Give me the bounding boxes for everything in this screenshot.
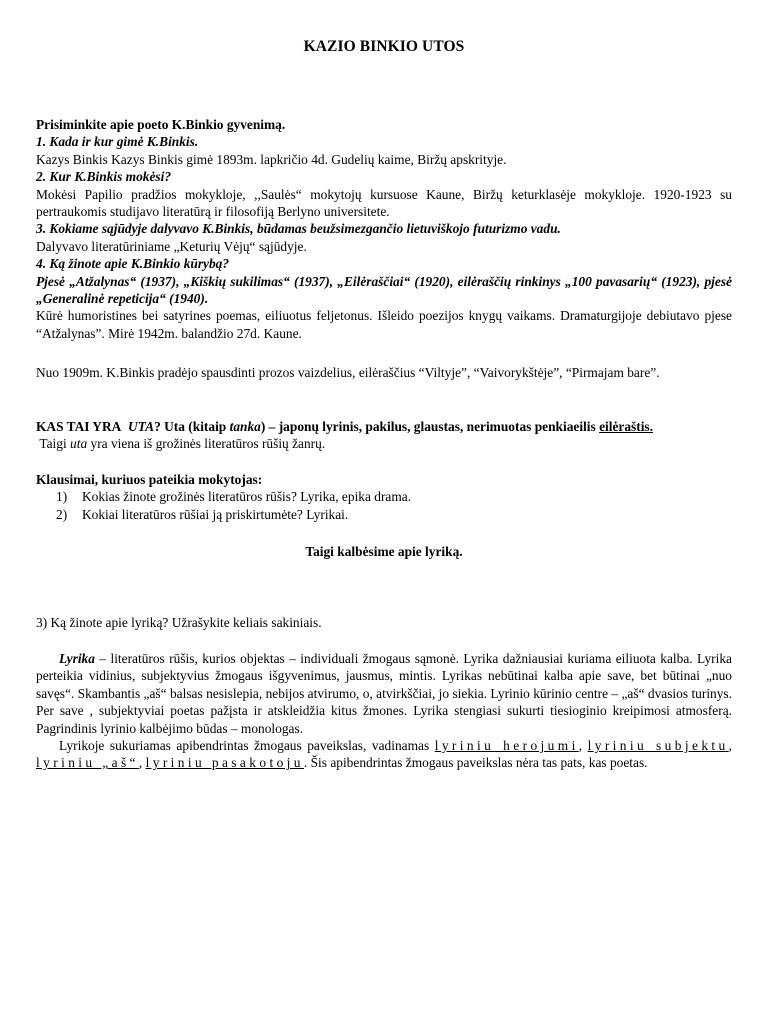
uta-def-a: ? Uta (kitaip (154, 419, 227, 434)
question-2: 2. Kur K.Binkis mokėsi? (36, 169, 172, 185)
term-lyrinis-as: lyriniu „aš“ (36, 755, 139, 771)
lyric-p2-a: Lyrikoje sukuriamas apibendrintas žmogaus paveikslas, vadinamas (59, 738, 430, 754)
early-publications (36, 364, 732, 381)
uta-def-b: ) – japonų lyrinis, pakilus, glaustas, nerimuotas penkiaeilis (260, 419, 596, 434)
biography-section (36, 116, 732, 342)
uta-line2-a: Taigi (39, 436, 67, 452)
task-text: 3) Ką žinote apie lyriką? Užrašykite keliais sakiniais. (36, 615, 322, 630)
lyric-p1-text: – literatūros rūšis, kurios objektas – individuali žmogaus sąmonė. Lyrika dažniausiai kuriama eiliuota kalba. Lyrika perteikia vidinius, subjektyvius žmogaus išgyvenimus, jausmus, mintis. Lyrikas nebūtinai kalba apie save, bet būtinai „nuo savęs“. Skambantis „aš“ balsas nesislepia, nebijos atvirumo, o, atvirkščiai, jo siekia. Lyrinio kūrinio centre – „aš“ dvasios turinys. Per save , subjektyviai poetas pažįsta ir atskleidžia kitus žmones. Lyrika stengiasi sukurti tiesioginio kreipimosi atmosferą. Pagrindinis lyrinio kalbėjimo būdas – monologas. (36, 651, 732, 736)
questions-heading: Klausimai, kuriuos pateikia mokytojas: (36, 472, 263, 487)
answer-5: Nuo 1909m. K.Binkis pradėjo spausdinti prozos vaizdelius, eilėraščius “Viltyje”, “Vaivorykštėje”, “Pirmajam bare”. (36, 365, 660, 380)
tanka-word: tanka (229, 419, 261, 434)
answer-2: Mokėsi Papilio pradžios mokykloje, ,,Saulės“ mokytojų kursuose Kaune, Biržų keturklasėje mokykloje. 1920-1923 su pertraukomis studijavo literatūrą ir filosofiją Berlyno universitete. (36, 186, 732, 220)
lyric-task (36, 614, 732, 631)
lyric-section (36, 650, 732, 772)
uta-line2-word: uta (70, 436, 88, 452)
lyric-paragraph-1 (36, 650, 732, 737)
document-title: KAZIO BINKIO UTOS (303, 38, 465, 55)
section-heading: Prisiminkite apie poeto K.Binkio gyvenimą. (36, 117, 286, 132)
uta-lead: KAS TAI YRA (36, 419, 122, 434)
lyric-paragraph-2: Lyrikoje sukuriamas apibendrintas žmogaus paveikslas, vadinamas lyriniu herojumi, lyriniu subjektu, lyriniu „aš“, lyriniu pasakotoju. Šis apibendrintas žmogaus paveikslas nėra tas pats, kas poetas. (36, 738, 732, 771)
lyric-p2-b: Šis apibendrintas žmogaus paveikslas nėra tas pats, kas poetas. (310, 755, 648, 771)
term-lyrinis-herojus: lyriniu herojumi (434, 738, 579, 754)
questions-list (36, 488, 732, 523)
lyrika-term: Lyrika (59, 651, 95, 666)
question-1: 1. Kada ir kur gimė K.Binkis. (36, 134, 199, 150)
uta-definition (36, 418, 732, 453)
teacher-questions (36, 471, 732, 523)
question-3: 3. Kokiame sąjūdyje dalyvavo K.Binkis, būdamas beužsimezgančio lietuviškojo futurizmo vadu. (36, 221, 561, 237)
uta-word: UTA (128, 419, 155, 434)
eilerastis-link[interactable]: eilėraštis. (599, 419, 653, 434)
uta-line2-b: yra viena iš grožinės literatūros rūšių žanrų. (90, 436, 326, 452)
answer-4: Kūrė humoristines bei satyrines poemas, eiliuotus feljetonus. Išleido poezijos knygų vaikams. Dramaturgijoje debiutavo pjese “Atžalynas”. Mirė 1942m. balandžio 27d. Kaune. (36, 308, 732, 341)
uta-definition-line (36, 418, 732, 435)
list-text: Kokiai literatūros rūšiai ją priskirtumėte? Lyrikai. (82, 506, 349, 522)
works-list: Pjesė „Atžalynas“ (1937), „Kiškių sukilimas“ (1937), „Eilėraščiai“ (1920), eilėraščių rinkinys „100 pavasarių“ (1923), pjesė „Generalinė repeticija“ (1940). (36, 273, 732, 307)
answer-1: Kazys Binkis Kazys Binkis gimė 1893m. lapkričio 4d. Gudelių kaime, Biržų apskrityje. (36, 151, 507, 167)
list-item (56, 488, 732, 505)
uta-genre-line (36, 435, 732, 452)
term-lyrinis-subjektas: lyriniu subjektu (587, 738, 729, 754)
answer-3: Dalyvavo literatūriniame „Keturių Vėjų“ sąjūdyje. (36, 238, 307, 254)
list-number: 2) (56, 506, 68, 522)
list-number: 1) (56, 489, 68, 505)
list-item (56, 506, 732, 523)
term-lyrinis-pasakotojas: lyriniu pasakotoju (145, 755, 304, 771)
conclusion: Taigi kalbėsime apie lyriką. (305, 544, 463, 559)
question-4: 4. Ką žinote apie K.Binkio kūrybą? (36, 256, 230, 272)
list-text: Kokias žinote grožinės literatūros rūšis? Lyrika, epika drama. (82, 489, 412, 505)
